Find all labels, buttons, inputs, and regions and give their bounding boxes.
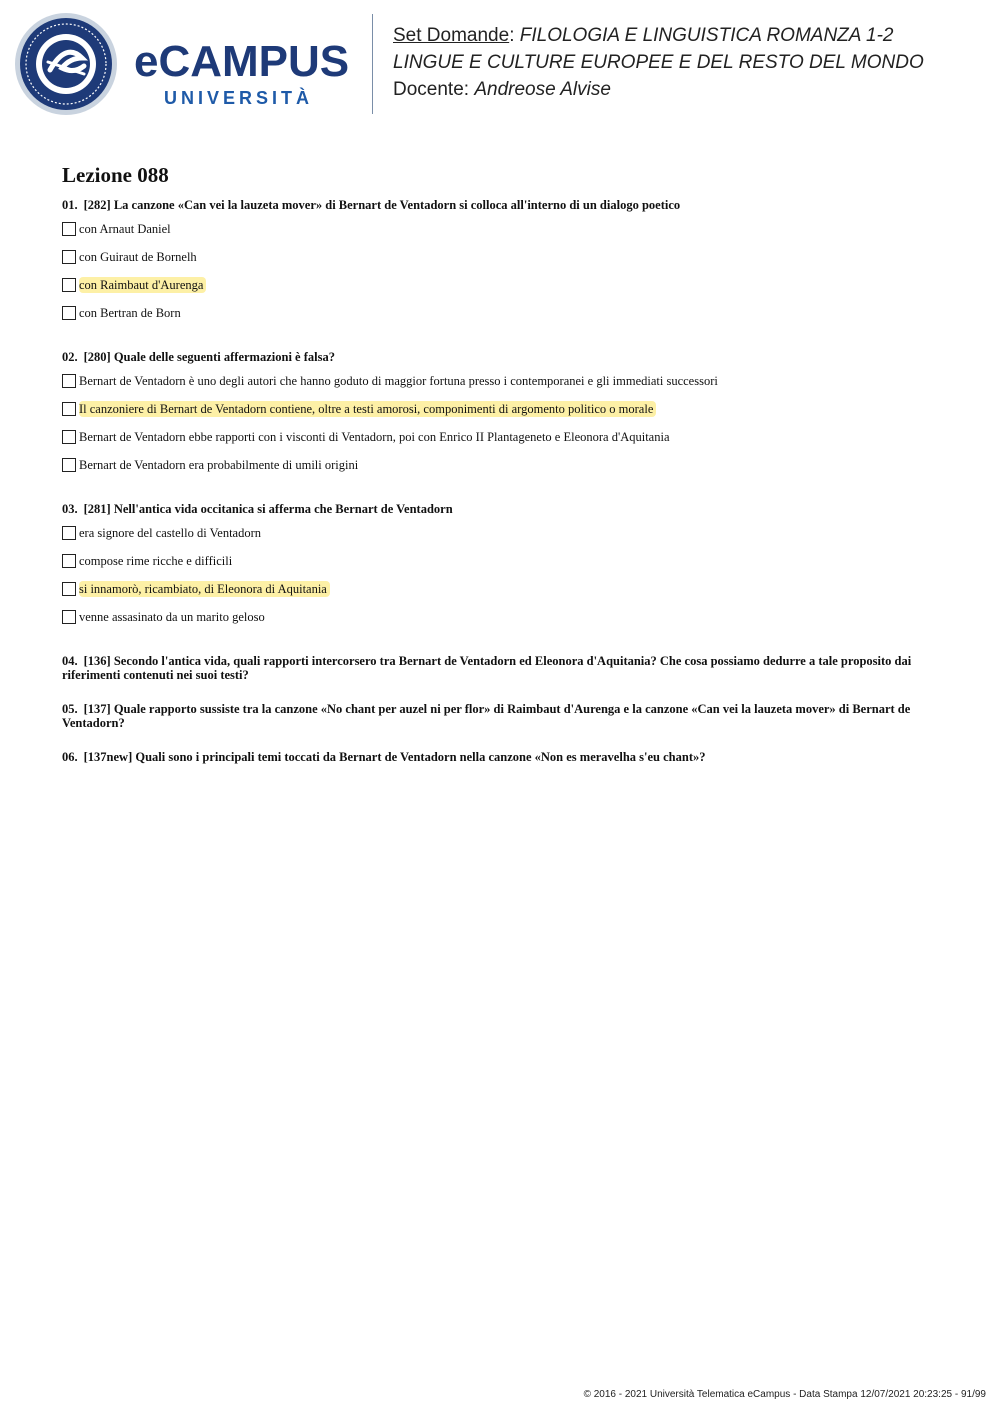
brand-name: eCAMPUS xyxy=(134,37,350,86)
answer-list xyxy=(62,374,942,486)
course-name: FILOLOGIA E LINGUISTICA ROMANZA 1-2 xyxy=(519,25,894,46)
answer-text: compose rime ricche e difficili xyxy=(79,554,233,568)
checkbox[interactable] xyxy=(62,222,76,236)
answer-text: con Guiraut de Bornelh xyxy=(79,250,197,264)
open-question-block xyxy=(62,654,942,682)
answer-text: era signore del castello di Ventadorn xyxy=(79,526,262,540)
question-block xyxy=(62,198,942,334)
answer-text: Bernart de Ventadorn è uno degli autori che hanno goduto di maggior fortuna presso i contemporanei e gli immediati successori xyxy=(79,374,718,388)
teacher-label: Docente: xyxy=(393,79,470,100)
page-header xyxy=(0,0,1000,130)
ecampus-brand xyxy=(134,37,359,110)
checkbox[interactable] xyxy=(62,458,76,472)
answer-text-highlighted: si innamorò, ricambiato, di Eleonora di Aquitania xyxy=(79,581,330,597)
question-text xyxy=(62,198,942,212)
question-block xyxy=(62,502,942,638)
ecampus-seal-icon xyxy=(14,12,118,116)
question-body: [280] Quale delle seguenti affermazioni è falsa? xyxy=(83,350,335,364)
lesson-title: Lezione 088 xyxy=(62,163,169,187)
answer-text: Bernart de Ventadorn era probabilmente di umili origini xyxy=(79,458,359,472)
answer-text: Bernart de Ventadorn ebbe rapporti con i visconti di Ventadorn, poi con Enrico II Plantageneto e Eleonora d'Aquitania xyxy=(79,430,670,444)
answer-option[interactable] xyxy=(62,610,942,638)
answer-option[interactable] xyxy=(62,526,942,554)
checkbox[interactable] xyxy=(62,582,76,596)
question-number: 02. xyxy=(62,350,78,364)
question-set xyxy=(62,162,942,784)
answer-option[interactable] xyxy=(62,306,942,334)
course-line-2: LINGUE E CULTURE EUROPEE E DEL RESTO DEL MONDO xyxy=(393,52,924,73)
answer-option[interactable] xyxy=(62,554,942,582)
answer-option[interactable] xyxy=(62,430,942,458)
checkbox[interactable] xyxy=(62,554,76,568)
question-number: 01. xyxy=(62,198,78,212)
brand-subtitle: UNIVERSITÀ xyxy=(164,88,314,108)
answer-option[interactable] xyxy=(62,278,942,306)
question-body: [137new] Quali sono i principali temi toccati da Bernart de Ventadorn nella canzone «Non es meravelha s'eu chant»? xyxy=(83,750,706,764)
answer-option[interactable] xyxy=(62,402,942,430)
checkbox[interactable] xyxy=(62,526,76,540)
checkbox[interactable] xyxy=(62,402,76,416)
question-body: [282] La canzone «Can vei la lauzeta mover» di Bernart de Ventadorn si colloca all'interno di un dialogo poetico xyxy=(83,198,681,212)
teacher-name: Andreose Alvise xyxy=(474,79,611,100)
checkbox[interactable] xyxy=(62,278,76,292)
question-number: 04. xyxy=(62,654,78,668)
question-number: 06. xyxy=(62,750,78,764)
checkbox[interactable] xyxy=(62,610,76,624)
answer-option[interactable] xyxy=(62,582,942,610)
open-question-block xyxy=(62,702,942,730)
checkbox[interactable] xyxy=(62,374,76,388)
course-info xyxy=(393,22,924,103)
set-label: Set Domande xyxy=(393,25,510,46)
answer-text-highlighted: con Raimbaut d'Aurenga xyxy=(79,277,206,293)
header-divider xyxy=(372,14,373,114)
question-text xyxy=(62,750,942,764)
question-block xyxy=(62,350,942,486)
question-body: [281] Nell'antica vida occitanica si afferma che Bernart de Ventadorn xyxy=(83,502,453,516)
answer-text: con Bertran de Born xyxy=(79,306,181,320)
answer-text-highlighted: Il canzoniere di Bernart de Ventadorn contiene, oltre a testi amorosi, componimenti di argomento politico o morale xyxy=(79,401,656,417)
answer-option[interactable] xyxy=(62,250,942,278)
answer-option[interactable] xyxy=(62,374,942,402)
question-text xyxy=(62,654,942,682)
answer-text: venne assasinato da un marito geloso xyxy=(79,610,265,624)
answer-list xyxy=(62,222,942,334)
answer-list xyxy=(62,526,942,638)
teacher-line xyxy=(393,76,924,103)
checkbox[interactable] xyxy=(62,250,76,264)
checkbox[interactable] xyxy=(62,306,76,320)
course-line-1: Set Domande: FILOLOGIA E LINGUISTICA ROMANZA 1-2 xyxy=(393,25,894,46)
open-question-block xyxy=(62,750,942,764)
question-text xyxy=(62,702,942,730)
question-number: 03. xyxy=(62,502,78,516)
question-body: [137] Quale rapporto sussiste tra la canzone «No chant per auzel ni per flor» di Raimbaut d'Aurenga e la canzone «Can vei la lauzeta mover» di Bernart de Ventadorn? xyxy=(62,702,911,730)
answer-text: con Arnaut Daniel xyxy=(79,222,171,236)
checkbox[interactable] xyxy=(62,430,76,444)
page-footer: © 2016 - 2021 Università Telematica eCampus - Data Stampa 12/07/2021 20:23:25 - 91/99 xyxy=(583,1389,986,1400)
answer-option[interactable] xyxy=(62,458,942,486)
answer-option[interactable] xyxy=(62,222,942,250)
question-text xyxy=(62,502,942,516)
question-body: [136] Secondo l'antica vida, quali rapporti intercorsero tra Bernart de Ventadorn ed Eleonora d'Aquitania? Che cosa possiamo dedurre a tale proposito dai riferimenti contenuti nei suoi testi? xyxy=(62,654,912,682)
question-text xyxy=(62,350,942,364)
question-number: 05. xyxy=(62,702,78,716)
